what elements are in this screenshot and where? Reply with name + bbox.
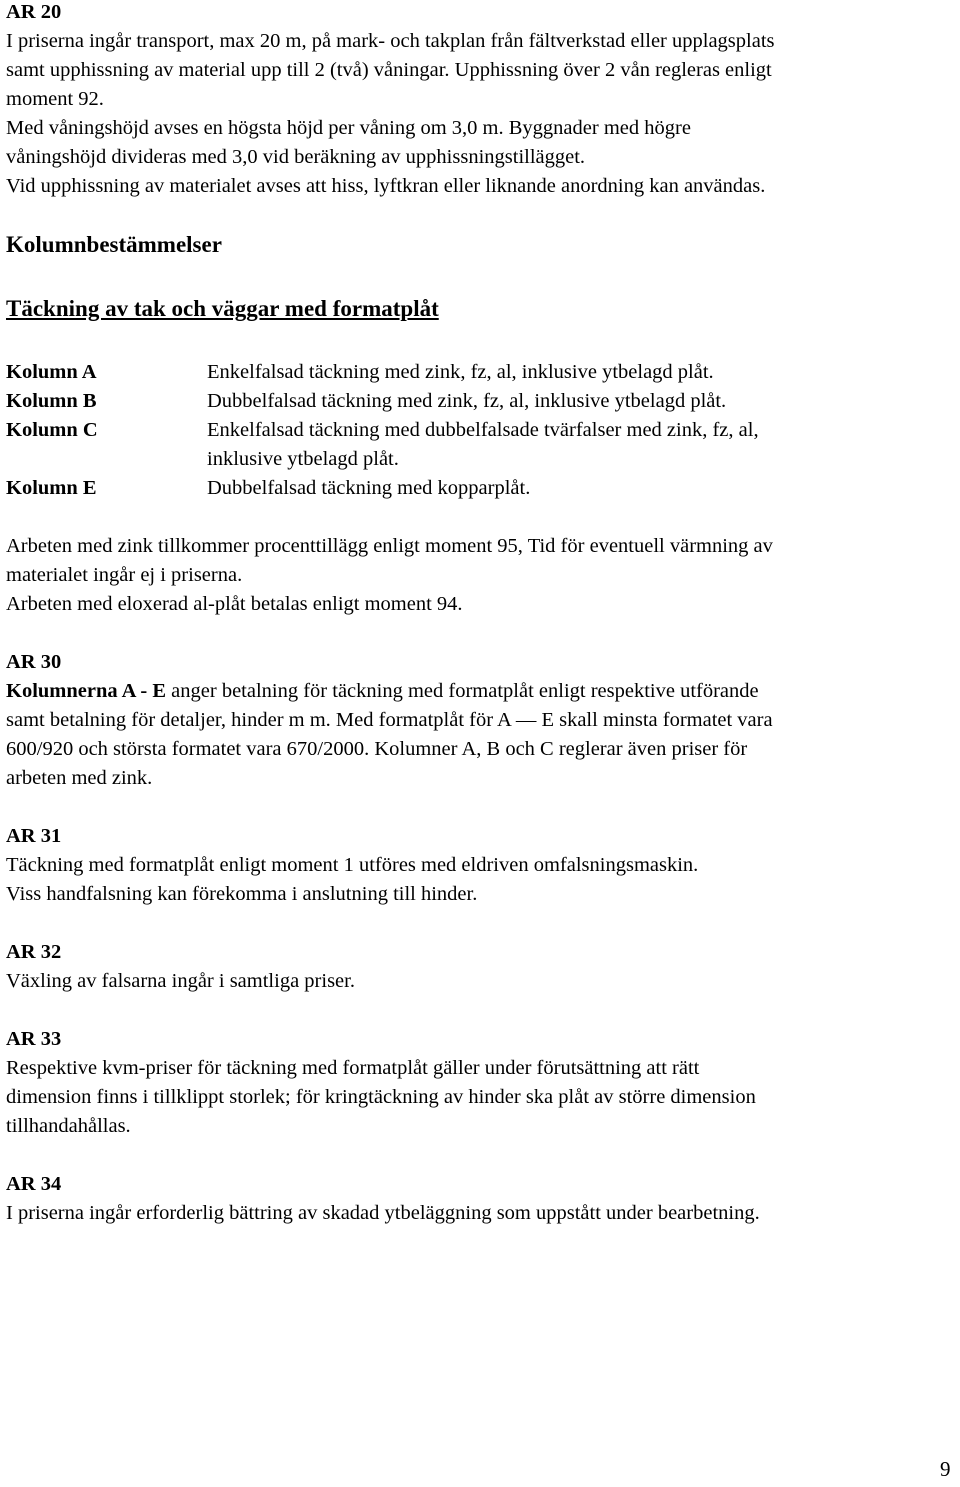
section-heading: AR 20: [6, 1, 62, 23]
spacer: [6, 1141, 956, 1170]
section-ar-31: [6, 822, 956, 909]
section-title: Kolumnbestämmelser: [6, 232, 222, 257]
description-line: Dubbelfalsad täckning med zink, fz, al, inklusive ytbelagd plåt.: [207, 390, 727, 412]
paragraph-line: dimension finns i tillklippt storlek; för kringtäckning av hinder ska plåt av större dimension: [6, 1086, 756, 1108]
section-heading: AR 32: [6, 941, 62, 963]
paragraph-line: materialet ingår ej i priserna.: [6, 564, 243, 586]
paragraph-line: Arbeten med eloxerad al-plåt betalas enligt moment 94.: [6, 593, 463, 615]
section-heading: AR 30: [6, 651, 62, 673]
paragraph-line: Arbeten med zink tillkommer procenttillägg enligt moment 95, Tid för eventuell värmning av: [6, 535, 773, 557]
section-heading: AR 33: [6, 1028, 62, 1050]
document-content: [6, 0, 956, 1228]
kolumn-label: Kolumn E: [6, 477, 97, 499]
paragraph-line: arbeten med zink.: [6, 767, 153, 789]
kolumn-row-c: [6, 416, 956, 474]
description-line: Dubbelfalsad täckning med kopparplåt.: [207, 477, 531, 499]
description-line: Enkelfalsad täckning med dubbelfalsade tvärfalser med zink, fz, al,: [207, 419, 759, 441]
paragraph-line: tillhandahållas.: [6, 1115, 131, 1137]
description-line: Enkelfalsad täckning med zink, fz, al, inklusive ytbelagd plåt.: [207, 361, 714, 383]
kolumn-description: [207, 416, 956, 474]
section-ar-33: [6, 1025, 956, 1141]
spacer: [6, 996, 956, 1025]
kolumn-row-a: [6, 358, 956, 387]
paragraph-line: Respektive kvm-priser för täckning med formatplåt gäller under förutsättning att rätt: [6, 1057, 700, 1079]
description-line: inklusive ytbelagd plåt.: [207, 448, 399, 470]
section-subtitle: Täckning av tak och väggar med formatplåt: [6, 296, 439, 321]
paragraph-line: Växling av falsarna ingår i samtliga priser.: [6, 970, 355, 992]
kolumn-description: [207, 387, 956, 416]
kolumn-label: Kolumn B: [6, 390, 97, 412]
page-number: 9: [940, 1457, 951, 1481]
spacer: [6, 619, 956, 648]
line-text: anger betalning för täckning med formatplåt enligt respektive utförande: [166, 680, 759, 702]
kolumn-row-e: [6, 474, 956, 503]
paragraph-line: I priserna ingår erforderlig bättring av skadad ytbeläggning som uppstått under bearbetning.: [6, 1202, 760, 1224]
paragraph-line: Viss handfalsning kan förekomma i anslutning till hinder.: [6, 883, 478, 905]
section-kolumnbestammelser: [6, 230, 956, 619]
kolumn-description: [207, 358, 956, 387]
spacer: [6, 793, 956, 822]
paragraph-line: Med våningshöjd avses en högsta höjd per våning om 3,0 m. Byggnader med högre: [6, 117, 691, 139]
section-ar-34: [6, 1170, 956, 1228]
spacer: [6, 909, 956, 938]
kolumn-label: Kolumn C: [6, 419, 98, 441]
kolumn-description: [207, 474, 956, 503]
paragraph-line: [6, 677, 956, 706]
paragraph-line: Täckning med formatplåt enligt moment 1 utföres med eldriven omfalsningsmaskin.: [6, 854, 699, 876]
paragraph-line: Vid upphissning av materialet avses att hiss, lyftkran eller liknande anordning kan användas.: [6, 175, 766, 197]
paragraph-line: I priserna ingår transport, max 20 m, på mark- och takplan från fältverkstad eller upplagsplats: [6, 30, 775, 52]
paragraph-line: samt upphissning av material upp till 2 (två) våningar. Upphissning över 2 vån regleras enligt: [6, 59, 772, 81]
spacer: [6, 503, 956, 532]
section-ar-30: [6, 648, 956, 793]
paragraph-line: 600/920 och största formatet vara 670/2000. Kolumner A, B och C reglerar även priser för: [6, 738, 748, 760]
kolumn-list: [6, 358, 956, 503]
section-ar-32: [6, 938, 956, 996]
bold-lead: Kolumnerna A - E: [6, 680, 167, 702]
section-heading: AR 31: [6, 825, 62, 847]
kolumn-label: Kolumn A: [6, 361, 97, 383]
kolumn-row-b: [6, 387, 956, 416]
section-heading: AR 34: [6, 1173, 62, 1195]
paragraph-line: moment 92.: [6, 88, 104, 110]
section-ar-20: [6, 0, 956, 201]
paragraph-line: samt betalning för detaljer, hinder m m. Med formatplåt för A — E skall minsta formatet vara: [6, 709, 773, 731]
paragraph-line: våningshöjd divideras med 3,0 vid beräkning av upphissningstillägget.: [6, 146, 586, 168]
